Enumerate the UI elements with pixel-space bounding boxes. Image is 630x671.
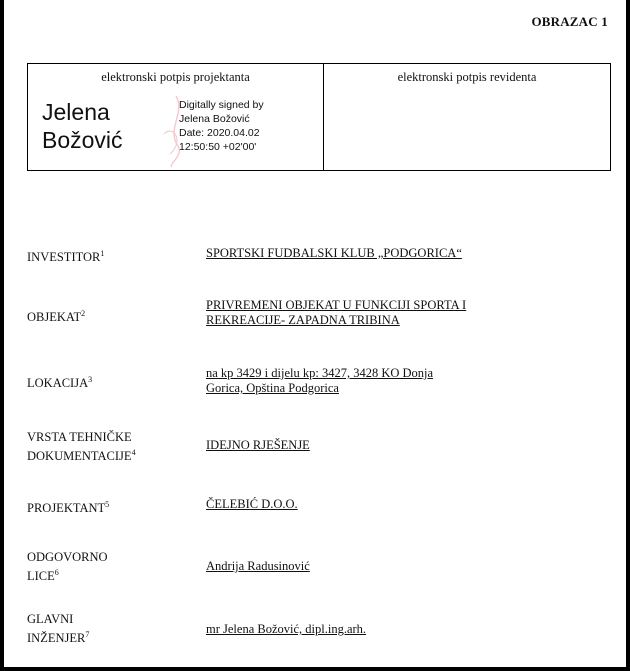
field-label: VRSTA TEHNIČKE DOKUMENTACIJE$^4$: [27, 430, 136, 464]
signer-first-name: Jelena: [42, 99, 110, 125]
signature-box: [27, 63, 611, 171]
field-label: PROJEKTANT$^5$: [27, 500, 110, 516]
field-label: INVESTITOR$^1$: [27, 249, 105, 265]
reviewer-signature-cell: [324, 64, 610, 170]
signer-last-name: Božović: [42, 127, 123, 153]
field-value: ČELEBIĆ D.O.O.: [206, 497, 298, 511]
field-value: mr Jelena Božović, dipl.ing.arh.: [206, 622, 367, 636]
footnote-ref: 1: [100, 249, 105, 258]
footnote-ref: 2: [81, 309, 86, 318]
reviewer-signature-heading: elektronski potpis revidenta: [397, 70, 537, 84]
signer-name: [42, 98, 123, 154]
signature-detail-line: Digitally signed by: [179, 99, 264, 111]
footnote-ref: 3: [88, 375, 93, 384]
field-value: PRIVREMENI OBJEKAT U FUNKCIJI SPORTA I REKREACIJE- ZAPADNA TRIBINA: [206, 298, 467, 327]
field-value: SPORTSKI FUDBALSKI KLUB „PODGORICA“: [206, 246, 462, 260]
field-label: GLAVNI INŽENJER$^7$: [27, 612, 90, 646]
footnote-ref: 5: [105, 500, 110, 509]
signature-detail-line: 12:50:50 +02'00': [179, 141, 257, 153]
field-label: LOKACIJA$^3$: [27, 375, 93, 391]
signature-detail-line: Jelena Božović: [179, 113, 250, 125]
field-value: Andrija Radusinović: [206, 559, 310, 573]
field-label: OBJEKAT$^2$: [27, 309, 86, 325]
form-code: OBRAZAC 1: [531, 14, 608, 29]
designer-signature-heading: elektronski potpis projektanta: [101, 70, 250, 84]
footnote-ref: 4: [131, 448, 136, 457]
field-label: ODGOVORNO LICE$^6$: [27, 550, 108, 584]
footnote-ref: 6: [54, 568, 59, 577]
field-value: na kp 3429 i dijelu kp: 3427, 3428 KO Donja Gorica, Opština Podgorica: [206, 366, 434, 395]
footnote-ref: 7: [85, 630, 90, 639]
field-value: IDEJNO RJEŠENJE: [206, 438, 310, 452]
signature-detail-line: Date: 2020.04.02: [179, 127, 260, 139]
signature-details: [179, 98, 264, 154]
designer-signature-cell: [28, 64, 324, 170]
